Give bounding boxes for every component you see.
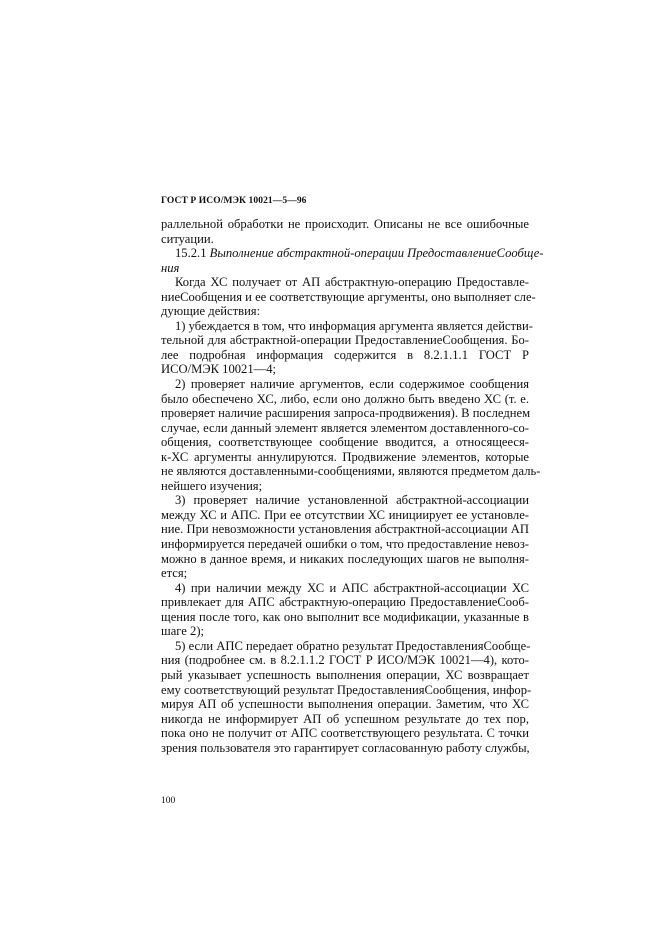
text-line: ему соответствующий результат ПредоставленияСообщения, инфор- xyxy=(161,682,532,697)
body-text xyxy=(161,217,544,755)
list-item-1 xyxy=(161,318,533,377)
paragraph xyxy=(161,275,536,319)
page-number: 100 xyxy=(161,796,176,806)
text-line: можно в данное время, и никаких последующих шагов не выполня- xyxy=(161,551,529,566)
text-line: ния (подробнее см. в 8.2.1.1.2 ГОСТ Р ИСО/МЭК 10021—4), кото- xyxy=(161,653,529,668)
section-title: Выполнение абстрактной-операции ПредоставлениеСообще- xyxy=(209,246,544,261)
text-line: пока оно не получит от АПС соответствующего результата. С точки xyxy=(161,726,529,741)
text-line: ИСО/МЭК 10021—4; xyxy=(161,362,277,377)
text-line: было обеспечено ХС, либо, если оно должно быть введено ХС (т. е. xyxy=(161,391,529,406)
section-number: 15.2.1 xyxy=(175,246,207,261)
text-line: привлекает для АПС абстрактную-операцию ПредоставлениеСооб- xyxy=(161,595,529,610)
text-line: никогда не информирует АП об успешном результате до тех пор, xyxy=(161,711,529,726)
text-line: ния xyxy=(161,260,180,275)
text-line: ние. При невозможности установления абстрактной-ассоциации АП xyxy=(161,522,529,537)
text-line: ситуации. xyxy=(161,231,214,246)
text-line: случае, если данный элемент является элементом доставленного-со- xyxy=(161,420,529,435)
text-line xyxy=(161,246,544,261)
list-item-5 xyxy=(161,638,532,755)
text-line: 1) убеждается в том, что информация аргумента является действи- xyxy=(175,318,533,333)
text-line: ется; xyxy=(161,566,188,581)
paragraph-continuation xyxy=(161,217,529,246)
text-line: лее подробная информация содержится в 8.2.1.1.1 ГОСТ Р xyxy=(161,347,529,362)
text-line: 3) проверяет наличие установленной абстрактной-ассоциации xyxy=(175,493,529,508)
text-line: нейшего изучения; xyxy=(161,478,263,493)
text-line: дующие действия: xyxy=(161,304,261,319)
text-line: мируя АП об успешности выполнения операции. Заметим, что ХС xyxy=(161,697,529,712)
text-line: информируется передачей ошибки о том, что предоставление невоз- xyxy=(161,537,529,552)
text-line: 4) при наличии между ХС и АПС абстрактной-ассоциации ХС xyxy=(175,580,529,595)
text-line: рый указывает успешность выполнения операции, ХС возвращает xyxy=(161,667,529,682)
text-line: 5) если АПС передает обратно результат ПредоставленияСообще- xyxy=(175,638,531,653)
text-line: Когда ХС получает от АП абстрактную-операцию Предоставле- xyxy=(175,275,529,290)
text-line: проверяет наличие расширения запроса-продвижения). В последнем xyxy=(161,406,531,421)
text-line: раллельной обработки не происходит. Описаны не все ошибочные xyxy=(161,217,529,231)
text-line: 2) проверяет наличие аргументов, если содержимое сообщения xyxy=(175,377,529,392)
text-line: не являются доставленными-сообщениями, являются предметом даль- xyxy=(161,464,541,479)
text-line: тельной для абстрактной-операции ПредоставлениеСообщения. Бо- xyxy=(161,333,529,348)
text-line: между ХС и АПС. При ее отсутствии ХС инициирует ее установле- xyxy=(161,507,529,522)
text-line: ниеСообщения и ее соответствующие аргументы, оно выполняет сле- xyxy=(161,289,536,304)
text-line: щения после того, как оно выполнит все модификации, указанные в xyxy=(161,609,529,624)
text-line: общения, соответствующее сообщение вводится, а относящееся- xyxy=(161,435,529,450)
text-line: зрения пользователя это гарантирует согласованную работу службы, xyxy=(161,740,530,755)
section-heading xyxy=(161,246,544,275)
running-header: ГОСТ Р ИСО/МЭК 10021—5—96 xyxy=(161,196,307,206)
list-item-3 xyxy=(161,493,529,580)
text-line: к-ХС аргументы аннулируются. Продвижение элементов, которые xyxy=(161,449,529,464)
text-line: шаге 2); xyxy=(161,624,205,639)
list-item-2 xyxy=(161,377,541,493)
list-item-4 xyxy=(161,581,529,639)
